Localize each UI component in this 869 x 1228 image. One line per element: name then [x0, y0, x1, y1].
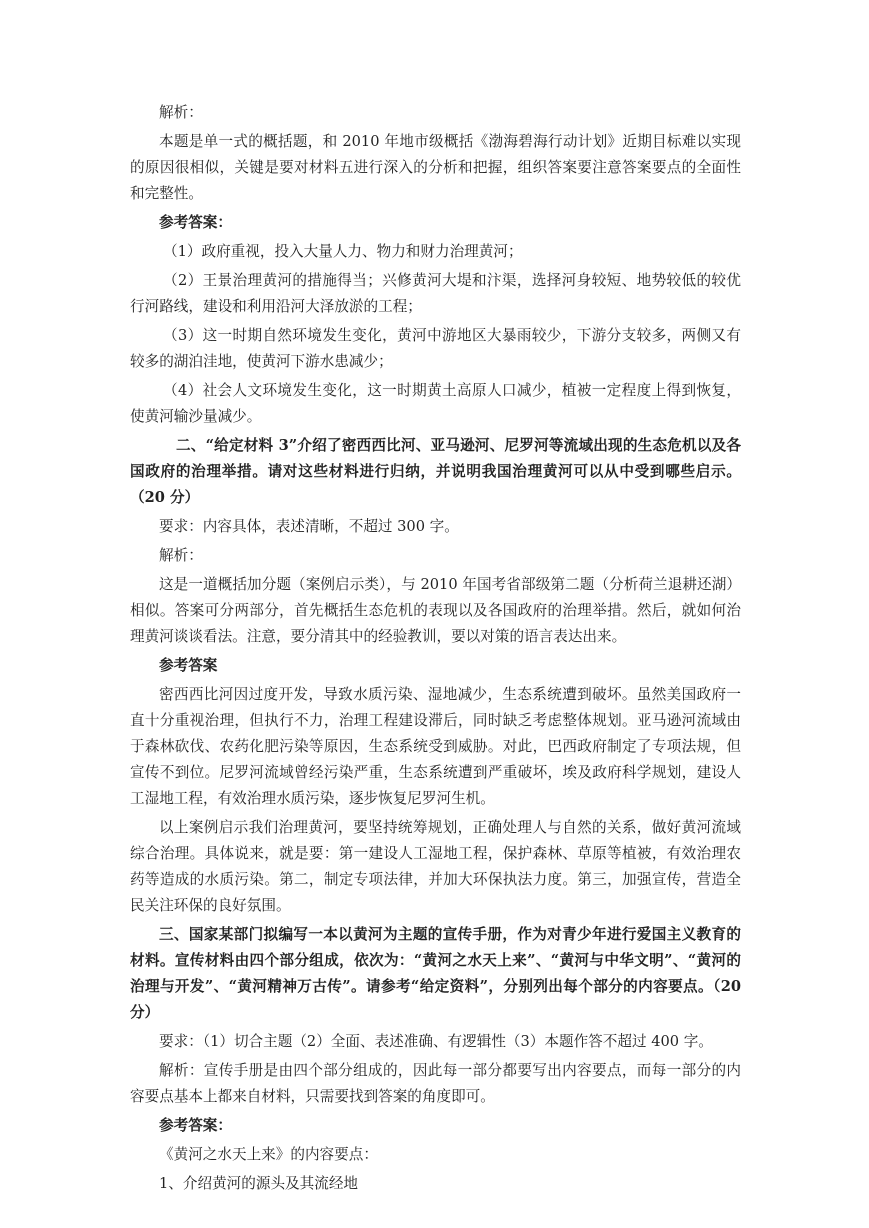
requirement-3: 要求：（1）切合主题（2）全面、表述准确、有逻辑性（3）本题作答不超过 400 字。 [159, 1033, 713, 1050]
answer-subheading-3: 《黄河之水天上来》的内容要点： [159, 1146, 378, 1163]
answer-item-2: （2）王景治理黄河的措施得当；兴修黄河大堤和汴渠，选择河身较短、地势较低的较优行河路线，建设和利用沿河大泽放淤的工程； [130, 272, 741, 315]
answer-point-3-1: 1、介绍黄河的源头及其流经地 [159, 1175, 359, 1192]
question-3: 三、国家某部门拟编写一本以黄河为主题的宣传手册，作为对青少年进行爱国主义教育的材料。宣传材料由四个部分组成，依次为：“黄河之水天上来”、“黄河与中华文明”、“黄河的治理与开发”、“黄河精神万古传”。请参考“给定资料”，分别列出每个部分的内容要点。（20 分） [130, 926, 741, 1021]
analysis-paragraph-3: 解析：宣传手册是由四个部分组成的，因此每一部分都要写出内容要点，而每一部分的内容要点基本上都来自材料，只需要找到答案的角度即可。 [130, 1062, 741, 1105]
question-2: 二、“给定材料 3”介绍了密西西比河、亚马逊河、尼罗河等流域出现的生态危机以及各国政府的治理举措。请对这些材料进行归纳，并说明我国治理黄河可以从中受到哪些启示。（20 分） [130, 437, 741, 506]
answer-item-4: （4）社会人文环境发生变化，这一时期黄土高原人口减少，植被一定程度上得到恢复，使黄河输沙量减少。 [130, 382, 741, 425]
analysis-label-2: 解析： [159, 547, 203, 564]
answer-paragraph-2a: 密西西比河因过度开发，导致水质污染、湿地减少，生态系统遭到破坏。虽然美国政府一直十分重视治理，但执行不力，治理工程建设滞后，同时缺乏考虑整体规划。亚马逊河流域由于森林砍伐、农药化肥污染等原因，生态系统受到威胁。对此，巴西政府制定了专项法规，但宣传不到位。尼罗河流域曾经污染严重，生态系统遭到严重破坏，埃及政府科学规划，建设人工湿地工程，有效治理水质污染，逐步恢复尼罗河生机。 [130, 686, 741, 807]
answer-item-3: （3）这一时期自然环境发生变化，黄河中游地区大暴雨较少，下游分支较多，两侧又有较多的湖泊洼地，使黄河下游水患减少； [130, 327, 741, 370]
answer-item-1: （1）政府重视，投入大量人力、物力和财力治理黄河； [163, 243, 523, 260]
answer-heading-1: 参考答案： [159, 214, 232, 231]
analysis-paragraph-1: 本题是单一式的概括题，和 2010 年地市级概括《渤海碧海行动计划》近期目标难以实现的原因很相似，关键是要对材料五进行深入的分析和把握，组织答案要注意答案要点的全面性和完整性。 [130, 133, 741, 202]
analysis-label-1: 解析： [159, 104, 203, 121]
answer-paragraph-2b: 以上案例启示我们治理黄河，要坚持统筹规划，正确处理人与自然的关系，做好黄河流域综合治理。具体说来，就是要：第一建设人工湿地工程，保护森林、草原等植被，有效治理农药等造成的水质污染。第二，制定专项法律，并加大环保执法力度。第三，加强宣传，营造全民关注环保的良好氛围。 [130, 819, 741, 914]
answer-heading-2: 参考答案 [159, 657, 218, 674]
analysis-paragraph-2: 这是一道概括加分题（案例启示类），与 2010 年国考省部级第二题（分析荷兰退耕还湖）相似。答案可分两部分，首先概括生态危机的表现以及各国政府的治理举措。然后，就如何治理黄河谈谈看法。注意，要分清其中的经验教训，要以对策的语言表达出来。 [130, 576, 741, 645]
requirement-2: 要求：内容具体，表述清晰，不超过 300 字。 [159, 518, 459, 535]
answer-heading-3: 参考答案： [159, 1117, 232, 1134]
